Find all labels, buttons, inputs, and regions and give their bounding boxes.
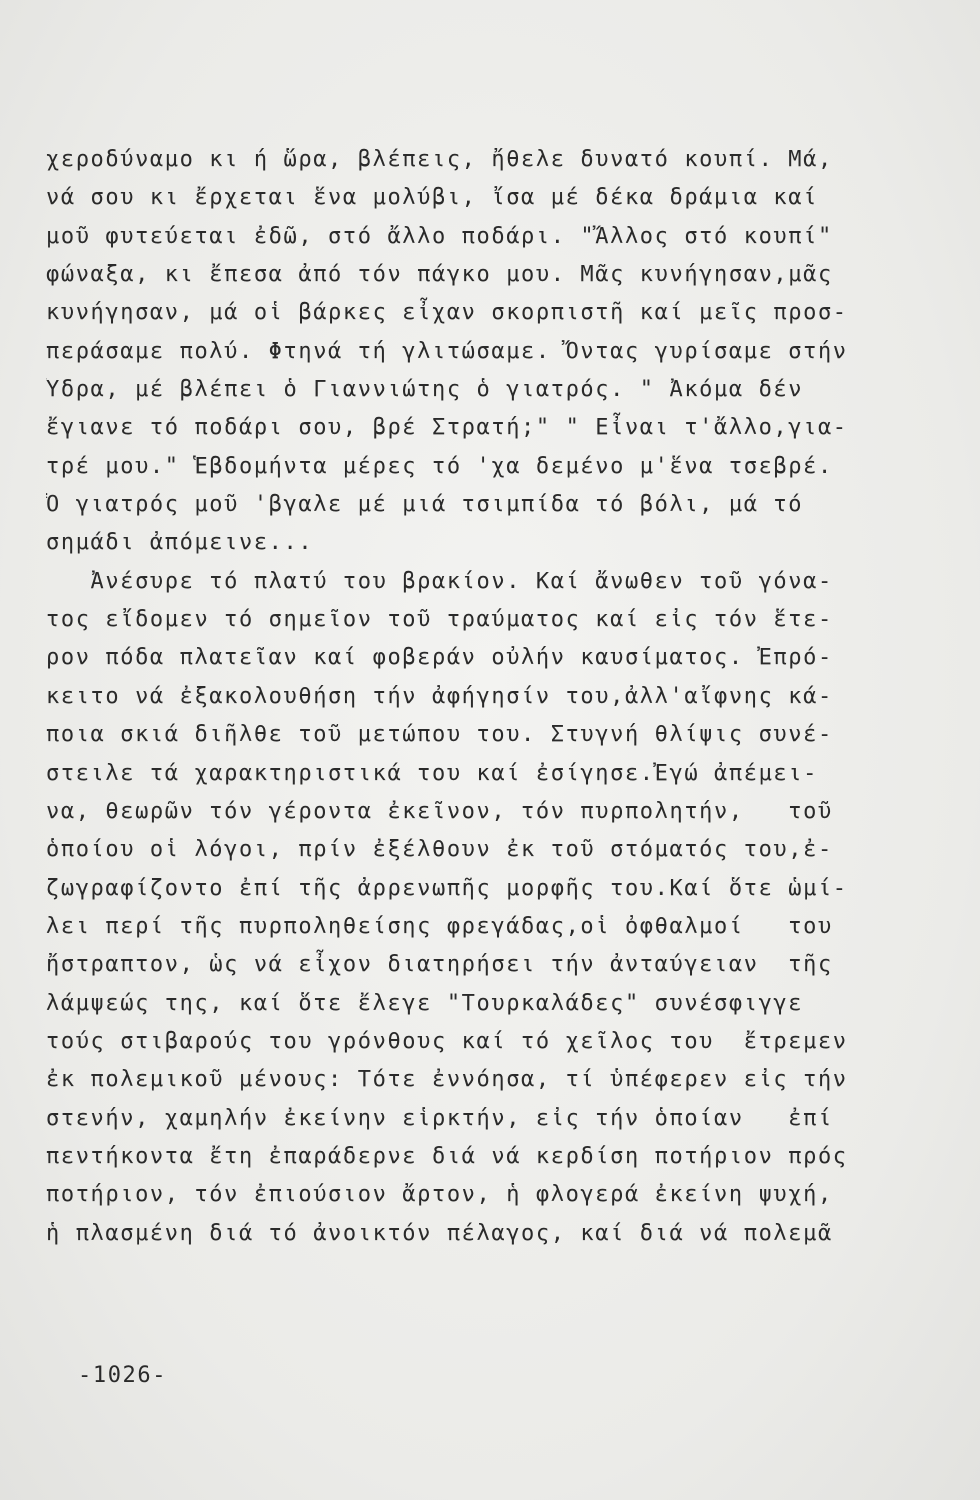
page-number: -1026- <box>78 1363 168 1388</box>
text-line: περάσαμε πολύ. Φτηνά τή γλιτώσαμε. Ὄντας γυρίσαμε στήν <box>46 338 848 364</box>
text-line: μοῦ φυτεύεται ἐδῶ, στό ἄλλο ποδάρι. "Ἄλλος στό κουπί" <box>46 223 833 249</box>
text-line: ποια σκιά διῆλθε τοῦ μετώπου του. Στυγνή θλίψις συνέ- <box>46 722 833 748</box>
text-line: ποτήριον, τόν ἐπιούσιον ἄρτον, ἡ φλογερά ἐκείνη ψυχή, <box>46 1182 833 1208</box>
text-line: ἡ πλασμένη διά τό ἀνοικτόν πέλαγος, καί διά νά πολεμᾶ <box>46 1220 833 1246</box>
text-line: νά σου κι ἔρχεται ἕνα μολύβι, ἴσα μέ δέκα δράμια καί <box>46 185 818 211</box>
text-line: ρον πόδα πλατεῖαν καί φοβεράν οὐλήν καυσίματος. Ἐπρό- <box>46 645 833 671</box>
body-text <box>46 141 952 1253</box>
text-line: να, θεωρῶν τόν γέροντα ἐκεῖνον, τόν πυρπολητήν, τοῦ <box>46 798 833 824</box>
text-line: ὁποίου οἱ λόγοι, πρίν ἐξέλθουν ἐκ τοῦ στόματός του,ἐ- <box>46 837 833 863</box>
text-line: πεντήκοντα ἔτη ἐπαράδερνε διά νά κερδίση ποτήριον πρός <box>46 1143 848 1169</box>
text-line: λει περί τῆς πυρποληθείσης φρεγάδας,οἱ ὀφθαλμοί του <box>46 913 833 939</box>
text-line: τούς στιβαρούς του γρόνθους καί τό χεῖλος του ἔτρεμεν <box>46 1028 848 1054</box>
text-line: Ἀνέσυρε τό πλατύ του βρακίον. Καί ἄνωθεν τοῦ γόνα- <box>46 568 833 594</box>
text-line: στενήν, χαμηλήν ἐκείνην εἱρκτήν, εἰς τήν ὁποίαν ἐπί <box>46 1105 833 1131</box>
text-line: Ὕδρα, μέ βλέπει ὁ Γιαννιώτης ὁ γιατρός. " Ἀκόμα δέν <box>46 377 804 403</box>
text-line: τρέ μου." Ἑβδομήντα μέρες τό 'χα δεμένο μ'ἕνα τσεβρέ. <box>46 453 833 479</box>
text-line: λάμψεώς της, καί ὅτε ἔλεγε "Τουρκαλάδες" συνέσφιγγε <box>46 990 804 1016</box>
text-line: Ὁ γιατρός μοῦ 'βγαλε μέ μιά τσιμπίδα τό βόλι, μά τό <box>46 492 804 518</box>
text-line: ἐκ πολεμικοῦ μένους: Τότε ἐννόησα, τί ὑπέφερεν εἰς τήν <box>46 1067 848 1093</box>
text-line: κυνήγησαν, μά οἱ βάρκες εἶχαν σκορπιστῆ καί μεῖς προσ- <box>46 300 848 326</box>
text-line: σημάδι ἀπόμεινε... <box>46 530 314 556</box>
text-line: κειτο νά ἐξακολουθήση τήν ἀφήγησίν του,ἀλλ'αἴφνης κά- <box>46 683 833 709</box>
text-line: τος εἴδομεν τό σημεῖον τοῦ τραύματος καί εἰς τόν ἕτε- <box>46 607 833 633</box>
text-line: ζωγραφίζοντο ἐπί τῆς ἀρρενωπῆς μορφῆς του.Καί ὅτε ὡμί- <box>46 875 848 901</box>
text-line: στειλε τά χαρακτηριστικά του καί ἐσίγησε.Ἐγώ ἀπέμει- <box>46 760 818 786</box>
text-line: χεροδύναμο κι ή ὥρα, βλέπεις, ἤθελε δυνατό κουπί. Μά, <box>46 147 833 172</box>
text-line: ἤστραπτον, ὡς νά εἶχον διατηρήσει τήν ἀνταύγειαν τῆς <box>46 952 833 978</box>
text-line: ἔγιανε τό ποδάρι σου, βρέ Στρατή;" " Εἶναι τ'ἄλλο,για- <box>46 415 848 441</box>
text-line: φώναξα, κι ἔπεσα ἀπό τόν πάγκο μου. Μᾶς κυνήγησαν,μᾶς <box>46 262 833 288</box>
